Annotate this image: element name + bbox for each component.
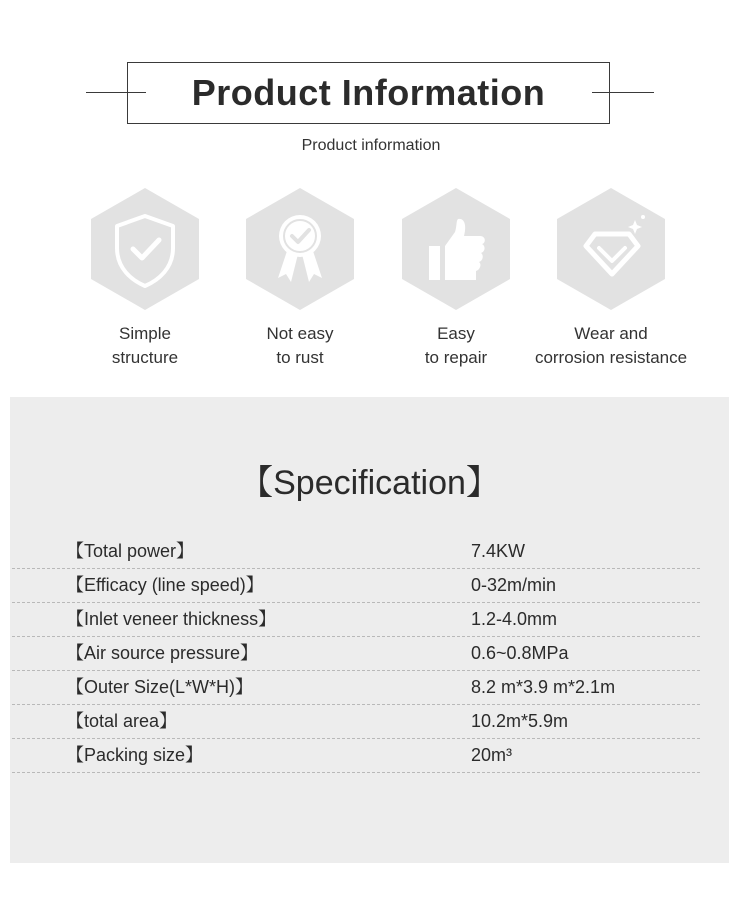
spec-row: [12, 705, 700, 739]
spec-value: 20m³: [471, 745, 513, 765]
spec-value: 7.4KW: [471, 541, 526, 561]
spec-key: 【total area】: [66, 711, 178, 731]
feature-list: [0, 186, 742, 376]
feature-label: Not easy to rust: [266, 324, 334, 367]
spec-key: 【Total power】: [66, 541, 195, 561]
spec-key: 【Inlet veneer thickness】: [66, 609, 277, 629]
spec-value: 0-32m/min: [471, 575, 557, 595]
title-decor-line-right: [592, 92, 654, 93]
spec-row: [12, 637, 700, 671]
spec-key: 【Air source pressure】: [66, 643, 259, 663]
title-frame: [127, 62, 610, 124]
feature-label: Wear and corrosion resistance: [534, 324, 688, 367]
spec-row: [12, 535, 700, 569]
spec-key: 【Packing size】: [66, 745, 204, 765]
thumbs-up-icon: [400, 186, 512, 312]
header-section: [0, 0, 742, 170]
spec-row: [12, 569, 700, 603]
specification-table: [10, 535, 729, 773]
spec-row: [12, 671, 700, 705]
award-ribbon-icon: [244, 186, 356, 312]
shield-check-icon: [89, 186, 201, 312]
page-title: Product Information: [191, 72, 546, 113]
specification-title: 【Specification】: [239, 464, 500, 502]
page-subtitle: Product information: [301, 137, 441, 154]
feature-item: [60, 186, 230, 370]
spec-value: 8.2 m*3.9 m*2.1m: [471, 677, 616, 697]
spec-key: 【Efficacy (line speed)】: [66, 575, 264, 595]
spec-row: [12, 739, 700, 773]
feature-item: [526, 186, 696, 370]
feature-label: Simple structure: [111, 324, 179, 367]
feature-item: [371, 186, 541, 370]
diamond-icon: [555, 186, 667, 312]
spec-row: [12, 603, 700, 637]
spec-value: 1.2-4.0mm: [471, 609, 558, 629]
spec-key: 【Outer Size(L*W*H)】: [66, 677, 254, 697]
specification-panel: [10, 397, 729, 863]
spec-value: 10.2m*5.9m: [471, 711, 569, 731]
feature-label: Easy to repair: [424, 324, 488, 367]
spec-value: 0.6~0.8MPa: [471, 643, 569, 663]
feature-item: [215, 186, 385, 370]
